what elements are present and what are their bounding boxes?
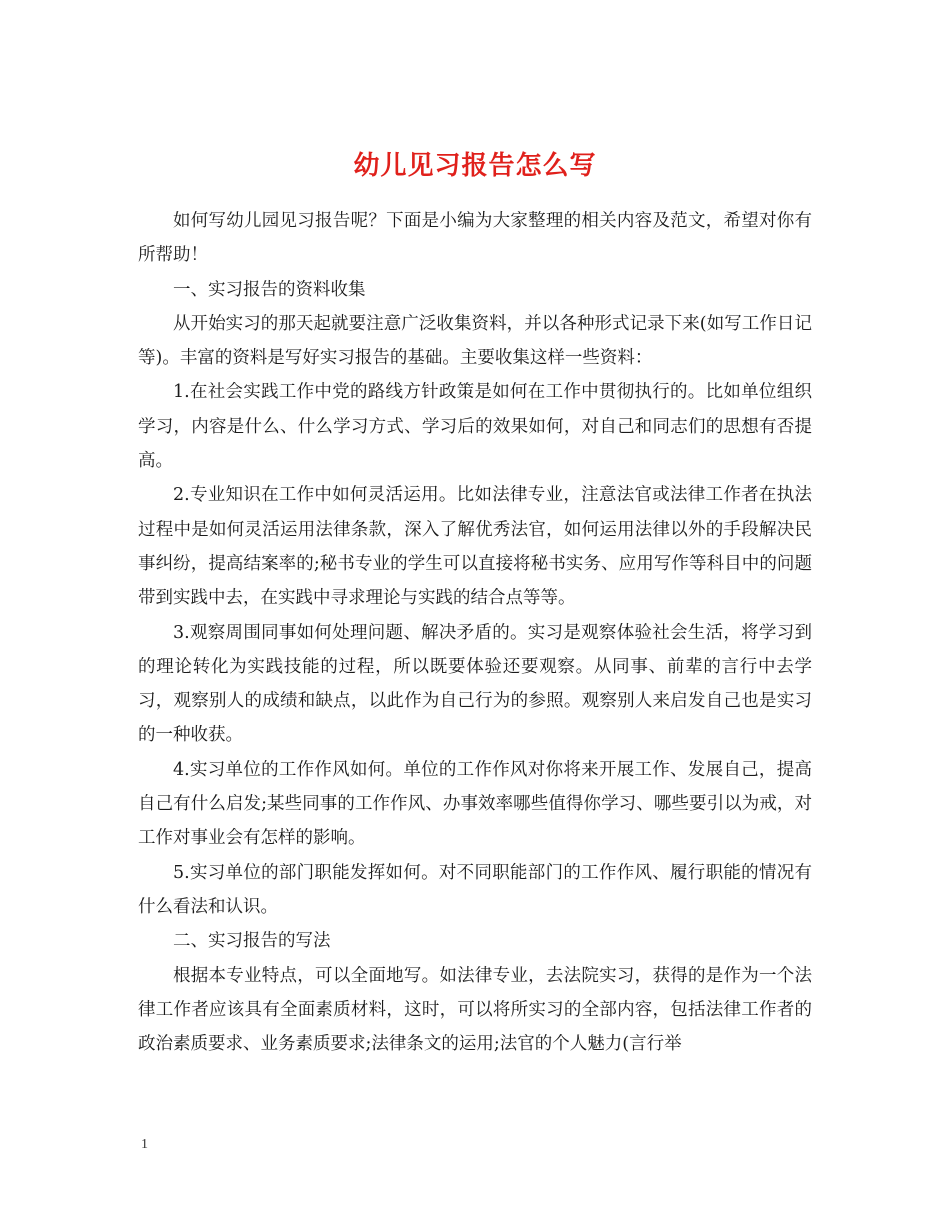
paragraph: 从开始实习的那天起就要注意广泛收集资料，并以各种形式记录下来(如写工作日记等)。丰富的资料是写好实习报告的基础。主要收集这样一些资料： [138,313,812,369]
list-item: 3.观察周围同事如何处理问题、解决矛盾的。实习是观察体验社会生活，将学习到的理论转化为实践技能的过程，所以既要体验还要观察。从同事、前辈的言行中去学习，观察别人的成绩和缺点，以此作为自己行为的参照。观察别人来启发自己也是实习的一种收获。 [138,622,812,746]
paragraph-intro: 如何写幼儿园见习报告呢？下面是小编为大家整理的相关内容及范文，希望对你有所帮助！ [138,211,812,266]
list-item: 1.在社会实践工作中党的路线方针政策是如何在工作中贯彻执行的。比如单位组织学习，内容是什么、什么学习方式、学习后的效果如何，对自己和同志们的思想有否提高。 [138,382,812,472]
paragraph: 根据本专业特点，可以全面地写。如法律专业，去法院实习，获得的是作为一个法律工作者应该具有全面素质材料，这时，可以将所实习的全部内容，包括法律工作者的政治素质要求、业务素质要求;法律条文的运用;法官的个人魅力(言行举 [138,965,812,1055]
document-body [138,204,812,1061]
section-heading-1: 一、实习报告的资料收集 [173,279,366,300]
section-heading-2: 二、实习报告的写法 [173,931,331,952]
list-item: 4.实习单位的工作作风如何。单位的工作作风对你将来开展工作、发展自己，提高自己有什么启发;某些同事的工作作风、办事效率哪些值得你学习、哪些要引以为戒，对工作对事业会有怎样的影响。 [138,759,812,849]
list-item: 2.专业知识在工作中如何灵活运用。比如法律专业，注意法官或法律工作者在执法过程中是如何灵活运用法律条款，深入了解优秀法官，如何运用法律以外的手段解决民事纠纷，提高结案率的;秘书专业的学生可以直接将秘书实务、应用写作等科目中的问题带到实践中去，在实践中寻求理论与实践的结合点等等。 [138,485,812,609]
list-item: 5.实习单位的部门职能发挥如何。对不同职能部门的工作作风、履行职能的情况有什么看法和认识。 [138,862,812,917]
page-title: 幼儿见习报告怎么写 [353,151,597,182]
page-number: 1 [141,1137,148,1152]
